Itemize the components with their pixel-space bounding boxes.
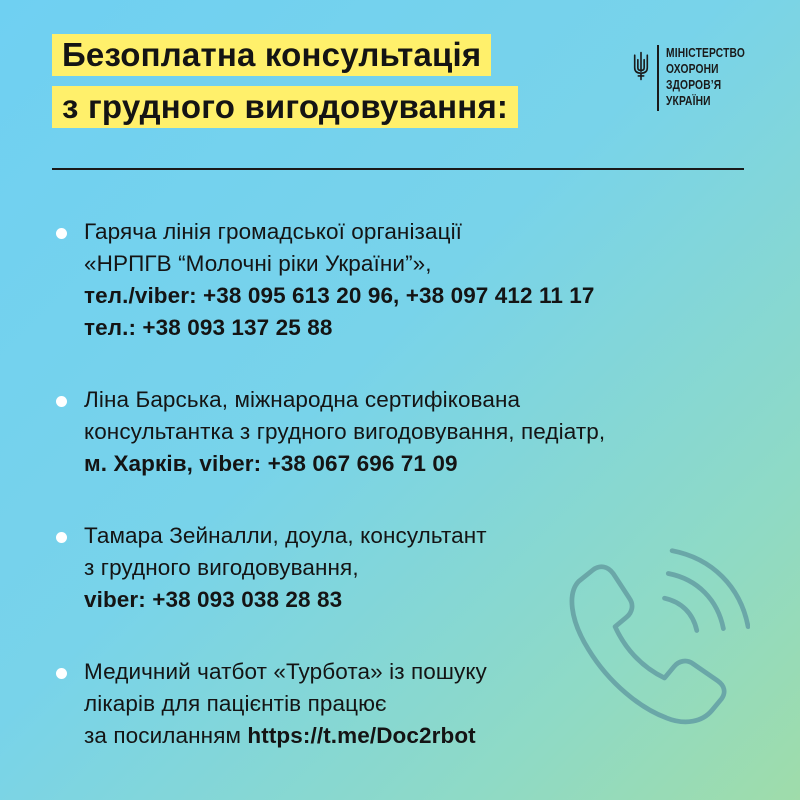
ministry-line-2: ОХОРОНИ: [665, 62, 719, 76]
bullet-icon: [56, 228, 67, 239]
chatbot-text-2: лікарів для пацієнтів працює: [84, 691, 387, 716]
bullet-icon: [56, 532, 67, 543]
list-item-barska: [54, 384, 754, 480]
trident-icon: [632, 51, 650, 81]
zeinally-text-1: Тамара Зейналли, доула, консультант: [84, 523, 487, 548]
zeinally-phone[interactable]: viber: +38 093 038 28 83: [84, 587, 343, 612]
ministry-line-4: УКРАЇНИ: [665, 94, 711, 108]
barska-phone[interactable]: м. Харків, viber: +38 067 696 71 09: [84, 451, 458, 476]
hotline-text-1: Гаряча лінія громадської організації: [84, 219, 463, 244]
hotline-phone-2[interactable]: тел.: +38 093 137 25 88: [84, 315, 333, 340]
chatbot-link-prefix: за посиланням: [84, 723, 248, 748]
title-line-1: Безоплатна консультація: [52, 34, 491, 76]
barska-text-1: Ліна Барська, міжнародна сертифікована: [84, 387, 521, 412]
title-line-2: з грудного вигодовування:: [52, 86, 518, 128]
ministry-name: [666, 45, 762, 109]
ministry-divider: [657, 45, 659, 111]
chatbot-text-1: Медичний чатбот «Турбота» із пошуку: [84, 659, 487, 684]
barska-text-2: консультантка з грудного вигодовування, педіатр,: [84, 419, 606, 444]
chatbot-link[interactable]: https://t.me/Doc2rbot: [247, 723, 476, 748]
title-block: [52, 34, 518, 138]
list-item-hotline: [54, 216, 754, 344]
ministry-logo: [632, 45, 762, 111]
hotline-text-2: «НРПГВ “Молочні ріки України”»,: [84, 251, 432, 276]
ministry-line-1: МІНІСТЕРСТВО: [665, 46, 745, 60]
divider-line: [52, 168, 744, 170]
hotline-phones[interactable]: тел./viber: +38 095 613 20 96, +38 097 412 11 17: [84, 283, 595, 308]
ministry-line-3: ЗДОРОВ’Я: [665, 78, 721, 92]
phone-icon: [560, 545, 750, 735]
zeinally-text-2: з грудного вигодовування,: [84, 555, 359, 580]
bullet-icon: [56, 668, 67, 679]
bullet-icon: [56, 396, 67, 407]
